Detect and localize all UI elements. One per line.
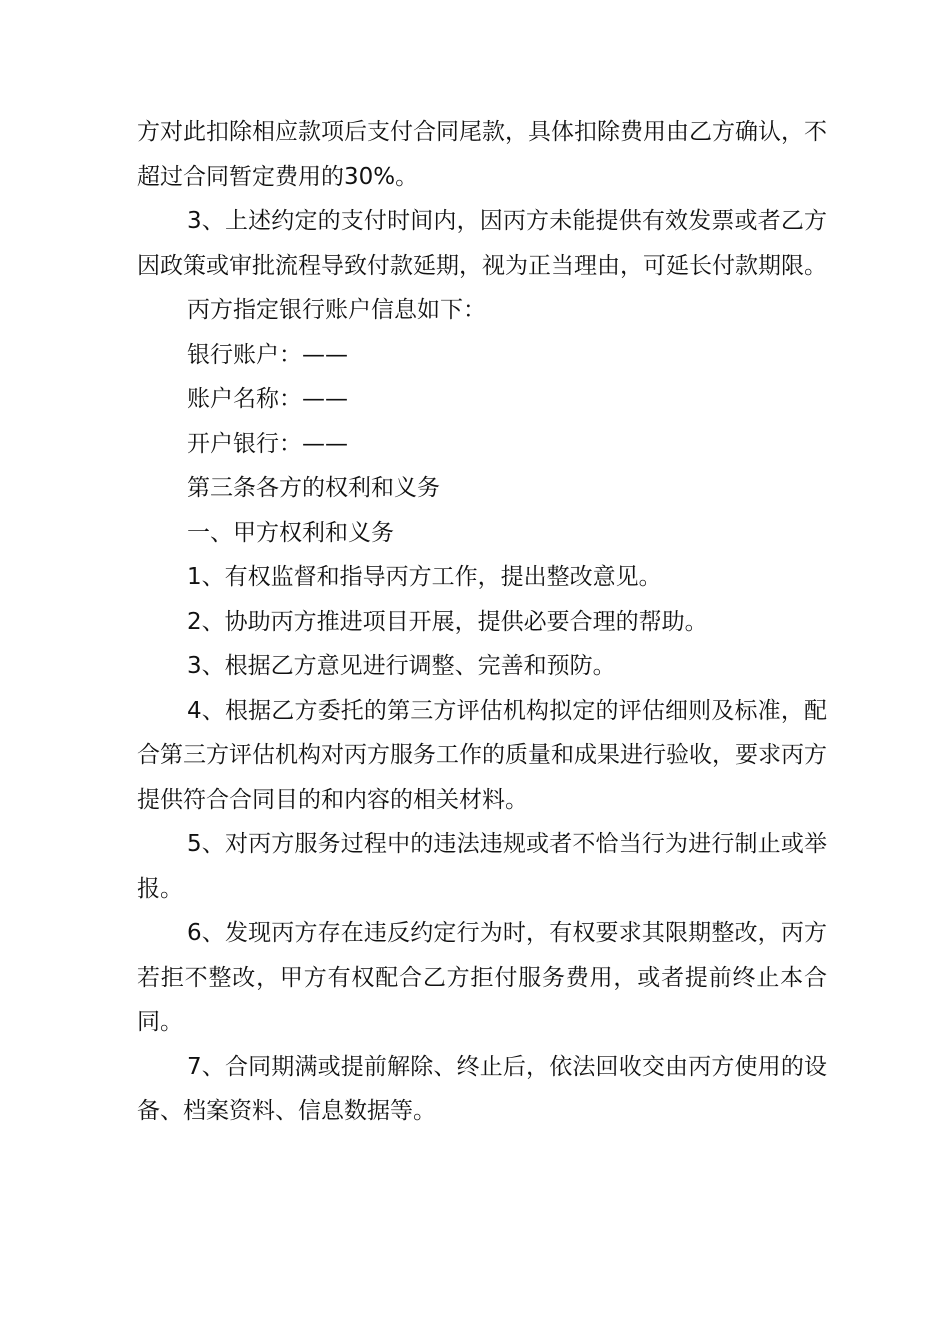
paragraph-item-6: 6、发现丙方存在违反约定行为时，有权要求其限期整改，丙方若拒不整改，甲方有权配合乙方拒付服务费用，或者提前终止本合同。: [137, 920, 827, 1035]
paragraph-bank-account: 银行账户：——: [187, 341, 348, 368]
paragraph-opening-bank: 开户银行：——: [187, 430, 348, 457]
paragraph-item-3: 3、根据乙方意见进行调整、完善和预防。: [187, 653, 616, 679]
paragraph-payment-balance: 方对此扣除相应款项后支付合同尾款，具体扣除费用由乙方确认，不超过合同暂定费用的30%。: [137, 119, 827, 190]
paragraph-item-1: 1、有权监督和指导丙方工作，提出整改意见。: [187, 564, 662, 590]
section-heading-article-3: 第三条各方的权利和义务: [187, 475, 440, 501]
paragraph-item-5: 5、对丙方服务过程中的违法违规或者不恰当行为进行制止或举报。: [137, 831, 827, 902]
paragraph-bank-info-intro: 丙方指定银行账户信息如下：: [187, 297, 486, 323]
paragraph-item-4: 4、根据乙方委托的第三方评估机构拟定的评估细则及标准，配合第三方评估机构对丙方服务工作的质量和成果进行验收，要求丙方提供符合合同目的和内容的相关材料。: [137, 697, 827, 813]
paragraph-account-name: 账户名称：——: [187, 386, 348, 412]
paragraph-clause-3-payment-delay: 3、上述约定的支付时间内，因丙方未能提供有效发票或者乙方因政策或审批流程导致付款延期，视为正当理由，可延长付款期限。: [137, 208, 827, 279]
paragraph-item-2: 2、协助丙方推进项目开展，提供必要合理的帮助。: [187, 608, 708, 635]
document-body: [137, 110, 827, 1134]
paragraph-item-7: 7、合同期满或提前解除、终止后，依法回收交由丙方使用的设备、档案资料、信息数据等。: [137, 1053, 827, 1124]
subsection-heading-party-a: 一、甲方权利和义务: [187, 519, 394, 546]
